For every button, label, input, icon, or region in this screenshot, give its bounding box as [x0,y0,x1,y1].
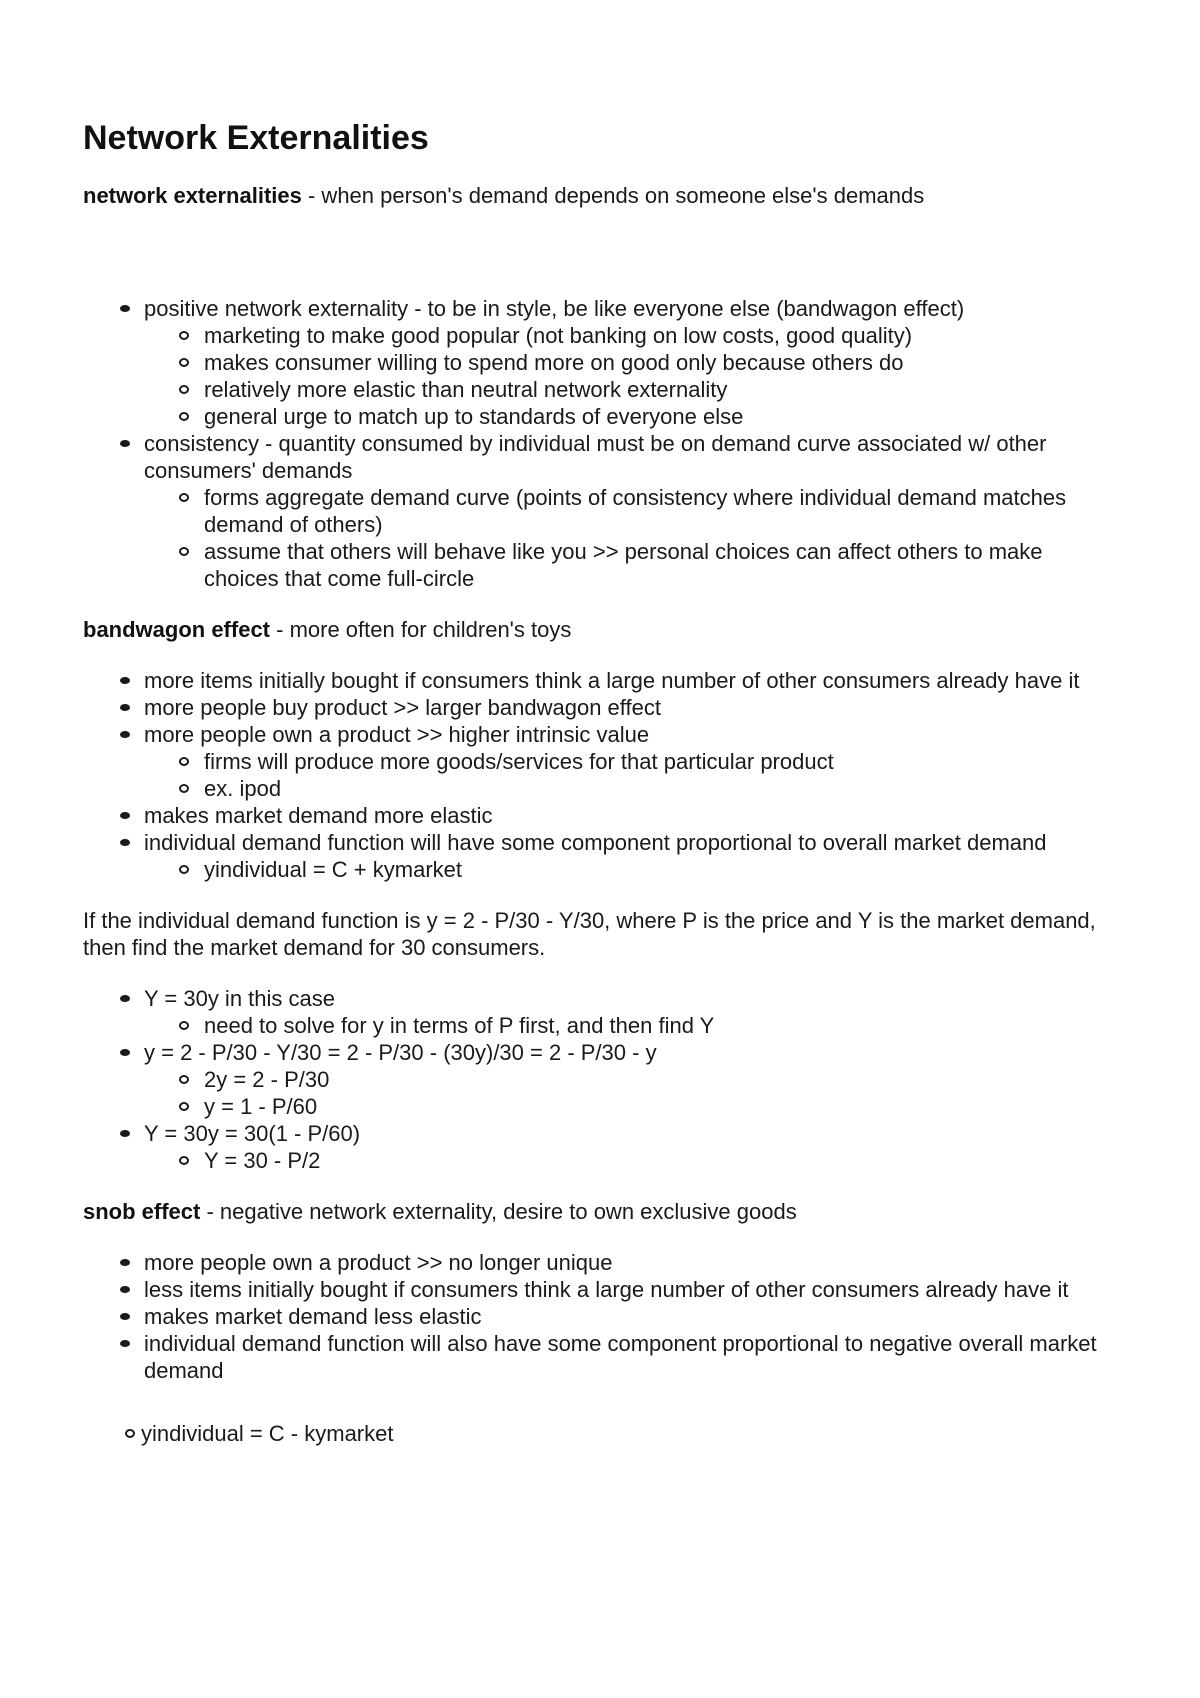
list-item [144,295,1123,430]
sub-list-item: yindividual = C + kymarket [204,856,1123,883]
sub-list-item: relatively more elastic than neutral network externality [204,376,1123,403]
sub-list [144,322,1123,430]
list-item-text: Y = 30y = 30(1 - P/60) [144,1121,361,1146]
term-description: - negative network externality, desire to own exclusive goods [200,1199,797,1224]
list-item: makes market demand less elastic [144,1303,1123,1330]
list-item [144,1120,1123,1174]
list-item-text: Y = 30y in this case [144,986,335,1011]
term-description: - when person's demand depends on someone else's demands [301,183,925,208]
term: network externalities [83,183,302,208]
sub-list [144,1066,1123,1120]
document-page [83,118,1123,1447]
list-item [144,1039,1123,1120]
sub-list [141,1420,1123,1447]
list-item [144,430,1123,592]
list-item: more items initially bought if consumers think a large number of other consumers already have it [144,667,1123,694]
sub-list [144,856,1123,883]
term-description: - more often for children's toys [270,617,572,642]
sub-list-item: firms will produce more goods/services for that particular product [204,748,1123,775]
list-item [144,829,1123,883]
term: snob effect [83,1199,201,1224]
list-item-text: positive network externality - to be in style, be like everyone else (bandwagon effect) [144,296,965,321]
sub-list-item: y = 1 - P/60 [204,1093,1123,1120]
sub-list-item: forms aggregate demand curve (points of consistency where individual demand matches demand of others) [204,484,1123,538]
definition-network-externalities [83,182,1123,209]
list-item [144,985,1123,1039]
sub-list-item: ex. ipod [204,775,1123,802]
bullet-list [83,1249,1123,1384]
page-title: Network Externalities [83,119,429,157]
sub-list-item: Y = 30 - P/2 [204,1147,1123,1174]
term: bandwagon effect [83,617,271,642]
bullet-list [83,667,1123,883]
list-item [144,721,1123,802]
sub-list-item: assume that others will behave like you >> personal choices can affect others to make choices that come full-circle [204,538,1123,592]
sub-list-item: general urge to match up to standards of everyone else [204,403,1123,430]
sub-list-item: makes consumer willing to spend more on good only because others do [204,349,1123,376]
sub-list-item: need to solve for y in terms of P first, and then find Y [204,1012,1123,1039]
list-item-text: consistency - quantity consumed by individual must be on demand curve associated w/ other consumers' demands [144,431,1047,483]
list-item: less items initially bought if consumers think a large number of other consumers already have it [144,1276,1123,1303]
sub-list-item: 2y = 2 - P/30 [204,1066,1123,1093]
list-item: more people buy product >> larger bandwagon effect [144,694,1123,721]
list-item-text: y = 2 - P/30 - Y/30 = 2 - P/30 - (30y)/30 = 2 - P/30 - y [144,1040,657,1065]
sub-list-item: marketing to make good popular (not banking on low costs, good quality) [204,322,1123,349]
sub-list [144,1147,1123,1174]
problem-statement: If the individual demand function is y = 2 - P/30 - Y/30, where P is the price and Y is the market demand, then find the market demand for 30 consumers. [83,908,1096,960]
sub-list-item: yindividual = C - kymarket [141,1420,1123,1447]
sub-list [144,484,1123,592]
bullet-list [83,985,1123,1174]
list-item: more people own a product >> no longer unique [144,1249,1123,1276]
bullet-list [83,295,1123,592]
definition-bandwagon-effect [83,616,1123,643]
list-item-text: more people own a product >> higher intrinsic value [144,722,650,747]
list-item-text: individual demand function will have some component proportional to overall market demand [144,830,1047,855]
list-item: makes market demand more elastic [144,802,1123,829]
sub-list [144,748,1123,802]
list-item: individual demand function will also have some component proportional to negative overall market demand [144,1330,1123,1384]
definition-snob-effect [83,1198,1123,1225]
sub-list [144,1012,1123,1039]
spacer [83,233,1123,295]
